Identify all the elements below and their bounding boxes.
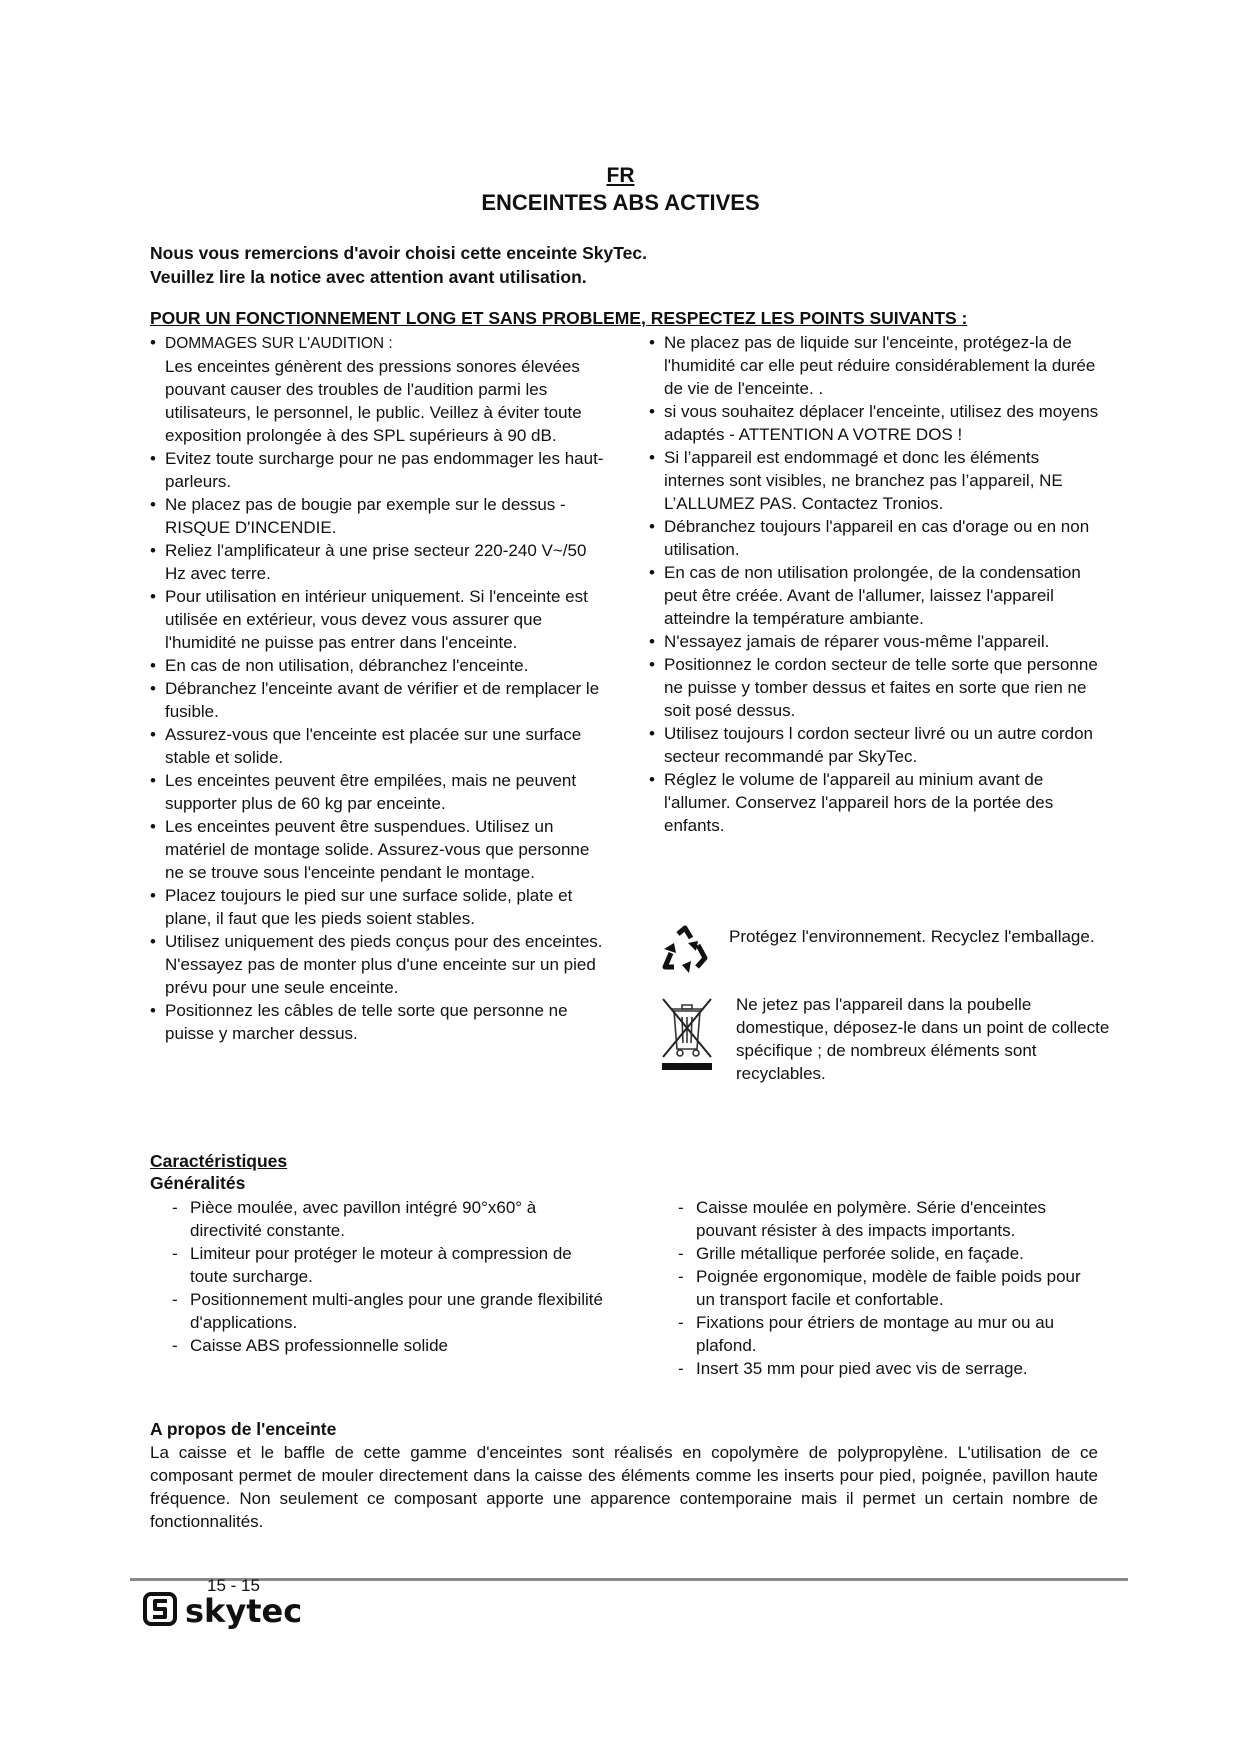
intro xyxy=(150,241,647,289)
list-item: • Positionnez les câbles de telle sorte que personne ne puisse y marcher dessus. xyxy=(150,999,610,1045)
page-number: 15 - 15 xyxy=(207,1576,260,1595)
list-item: - Limiteur pour protéger le moteur à compression de toute surcharge. xyxy=(172,1244,572,1286)
list-item: • En cas de non utilisation, débranchez l'enceinte. xyxy=(150,654,610,677)
list-item: • Placez toujours le pied sur une surface solide, plate et plane, il faut que les pieds soient stables. xyxy=(150,884,610,930)
list-item: • Les enceintes peuvent être suspendues. Utilisez un matériel de montage solide. Assurez-vous que personne ne se trouve sous l'enceinte pendant le montage. xyxy=(150,815,610,884)
hearing-heading: DOMMAGES SUR L'AUDITION : xyxy=(165,335,393,352)
list-item: - Positionnement multi-angles pour une grande flexibilité d'applications. xyxy=(172,1290,603,1332)
about-title: A propos de l'enceinte xyxy=(150,1419,337,1439)
list-item xyxy=(150,331,610,447)
list-item: - Caisse moulée en polymère. Série d'enceintes pouvant résister à des impacts importants. xyxy=(678,1198,1047,1240)
list-item: • Utilisez uniquement des pieds conçus pour des enceintes. N'essayez pas de monter plus d'une enceinte sur un pied prévu pour une seule enceinte. xyxy=(150,930,610,999)
recycle-text: Protégez l'environnement. Recyclez l'emballage. xyxy=(729,927,1095,946)
features-left-list xyxy=(150,1196,610,1357)
list-item: • Si l’appareil est endommagé et donc les éléments internes sont visibles, ne branchez pas l’appareil, NE L’ALLUMEZ PAS. Contactez Tronios. xyxy=(649,446,1101,515)
list-item: - Caisse ABS professionnelle solide xyxy=(172,1336,448,1355)
language-code: FR xyxy=(606,164,635,187)
safety-left-column xyxy=(150,331,610,1045)
list-item: • Evitez toute surcharge pour ne pas endommager les haut-parleurs. xyxy=(150,447,610,493)
list-item: • si vous souhaitez déplacer l'enceinte, utilisez des moyens adaptés - ATTENTION A VOTRE DOS ! xyxy=(649,400,1101,446)
list-item: • Utilisez toujours l cordon secteur livré ou un autre cordon secteur recommandé par SkyTec. xyxy=(649,722,1101,768)
list-item: • Reliez l'amplificateur à une prise secteur 220-240 V~/50 Hz avec terre. xyxy=(150,539,610,585)
features-right-list xyxy=(656,1196,1096,1380)
list-item: - Pièce moulée, avec pavillon intégré 90°x60° à directivité constante. xyxy=(172,1198,537,1240)
brand-logo-text: skytec xyxy=(185,1592,303,1630)
footer-divider xyxy=(130,1578,1128,1581)
list-item: - Poignée ergonomique, modèle de faible poids pour un transport facile et confortable. xyxy=(678,1267,1081,1309)
list-item: • Débranchez toujours l'appareil en cas d'orage ou en non utilisation. xyxy=(649,515,1101,561)
page-title: ENCEINTES ABS ACTIVES xyxy=(481,190,760,215)
weee-notice xyxy=(660,993,1110,1085)
list-item: • En cas de non utilisation prolongée, de la condensation peut être créée. Avant de l'allumer, laissez l'appareil atteindre la température ambiante. xyxy=(649,561,1101,630)
list-item: • Les enceintes peuvent être empilées, mais ne peuvent supporter plus de 60 kg par enceinte. xyxy=(150,769,610,815)
list-item: • Positionnez le cordon secteur de telle sorte que personne ne puisse y tomber dessus et faites en sorte que rien ne soit posé dessus. xyxy=(649,653,1101,722)
list-item: • Ne placez pas de bougie par exemple sur le dessus - RISQUE D'INCENDIE. xyxy=(150,493,610,539)
list-item: • Débranchez l'enceinte avant de vérifier et de remplacer le fusible. xyxy=(150,677,610,723)
list-item: - Insert 35 mm pour pied avec vis de serrage. xyxy=(678,1359,1028,1378)
list-item: - Grille métallique perforée solide, en façade. xyxy=(678,1244,1024,1263)
features-subtitle: Généralités xyxy=(150,1173,246,1193)
intro-line: Veuillez lire la notice avec attention avant utilisation. xyxy=(150,267,587,287)
weee-text: Ne jetez pas l'appareil dans la poubelle domestique, déposez-le dans un point de collecte spécifique ; de nombreux éléments sont recyclables. xyxy=(736,995,1110,1083)
safety-right-column xyxy=(649,331,1101,837)
list-item: • Assurez-vous que l'enceinte est placée sur une surface stable et solide. xyxy=(150,723,610,769)
safety-heading: POUR UN FONCTIONNEMENT LONG ET SANS PROBLEME, RESPECTEZ LES POINTS SUIVANTS : xyxy=(150,308,968,328)
about-text: La caisse et le baffle de cette gamme d'enceintes sont réalisés en copolymère de polypropylène. L'utilisation de ce composant permet de mouler directement dans la caisse des éléments comme les inserts pour pied, poignée, pavillon haute fréquence. Non seulement ce composant apporte une apparence contemporaine mais il permet un certain nombre de fonctionnalités. xyxy=(150,1443,1098,1531)
list-item: • Pour utilisation en intérieur uniquement. Si l'enceinte est utilisée en extérieur, vous devez vous assurer que l'humidité ne puisse pas entrer dans l'enceinte. xyxy=(150,585,610,654)
recycle-icon xyxy=(660,925,710,980)
crossed-bin-icon xyxy=(660,993,714,1078)
features-title: Caractéristiques xyxy=(150,1151,288,1171)
list-item: • N'essayez jamais de réparer vous-même l'appareil. xyxy=(649,630,1101,653)
hearing-text: Les enceintes génèrent des pressions sonores élevées pouvant causer des troubles de l'audition parmi les utilisateurs, le personnel, le public. Veillez à éviter toute exposition prolongée à des SPL supérieurs à 90 dB. xyxy=(165,357,582,445)
intro-line: Nous vous remercions d'avoir choisi cette enceinte SkyTec. xyxy=(150,243,647,263)
recycle-notice xyxy=(660,925,1100,985)
list-item: • Ne placez pas de liquide sur l'enceinte, protégez-la de l'humidité car elle peut réduire considérablement la durée de vie de l'enceinte. . xyxy=(649,331,1101,400)
list-item: - Fixations pour étriers de montage au mur ou au plafond. xyxy=(678,1313,1055,1355)
list-item: • Réglez le volume de l'appareil au minium avant de l'allumer. Conservez l'appareil hors de la portée des enfants. xyxy=(649,768,1101,837)
